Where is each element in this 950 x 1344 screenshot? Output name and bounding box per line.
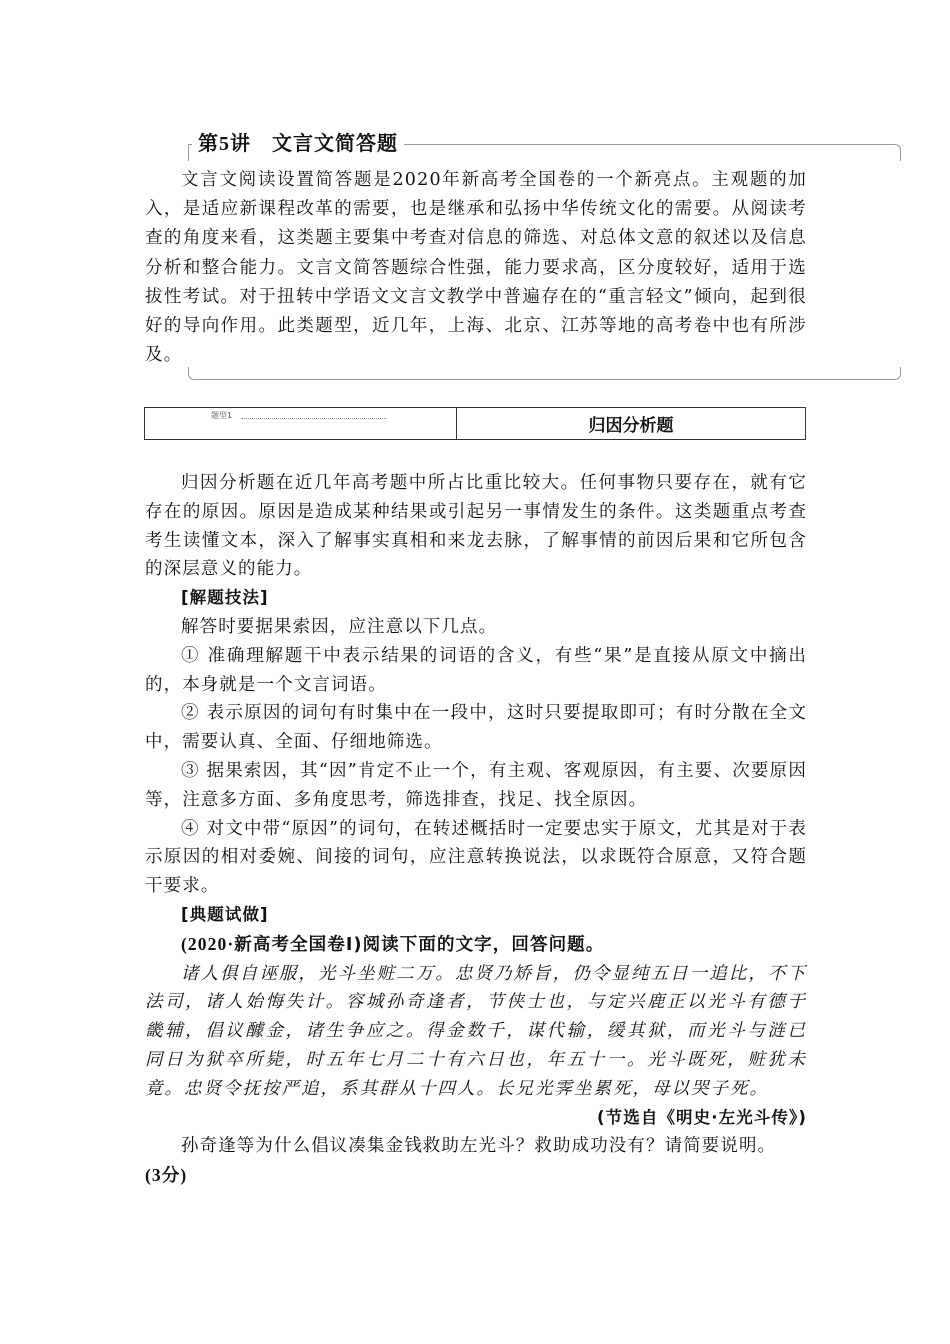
question-type-header (144, 407, 806, 440)
method-point-2: ② 表示原因的词句有时集中在一段中，这时只要提取即可；有时分散在全文中，需要认真、全面、仔细地筛选。 (145, 703, 807, 753)
question-score: (3分) (145, 1165, 188, 1186)
method-intro: 解答时要据果索因，应注意以下几点。 (181, 616, 498, 637)
method-heading: [解题技法] (181, 588, 269, 608)
type-title: 归因分析题 (588, 416, 674, 436)
source-year: (2020· (181, 933, 235, 954)
intro-paragraph: 文言文阅读设置简答题是2020年新高考全国卷的一个新亮点。主观题的加入，是适应新课程改革的需要，也是继承和弘扬中华传统文化的需要。从阅读考查的角度来看，这类题主要集中考查对信息的筛选、对总体文意的叙述以及信息分析和整合能力。文言文简答题综合性强，能力要求高，区分度较好，适用于选拔性考试。对于扭转中学语文文言文教学中普遍存在的“重言轻文”倾向，起到很好的导向作用。此类题型，近几年，上海、北京、江苏等地的高考卷中也有所涉及。 (145, 170, 807, 366)
passage-citation: (节选自《明史·左光斗传》) (597, 1107, 807, 1127)
question-line (145, 1132, 807, 1191)
source-exam: 新高考全国卷Ⅰ (234, 934, 354, 955)
question-text: 孙奇逢等为什么倡议凑集金钱救助左光斗？救助成功没有？请简要说明。 (181, 1136, 777, 1157)
source-instruction: )阅读下面的文字，回答问题。 (353, 934, 605, 955)
method-point-3: ③ 据果索因，其“因”肯定不止一个，有主观、客观原因，有主要、次要原因等，注意多方面、多角度思考，筛选排查，找足、找全原因。 (145, 760, 807, 810)
overview-paragraph: 归因分析题在近几年高考题中所占比重比较大。任何事物只要存在，就有它存在的原因。原因是造成某种结果或引起另一事情发生的条件。这类题重点考查考生读懂文本，深入了解事实真相和来龙去脉，了解事情的前因后果和它所包含的深层意义的能力。 (145, 473, 807, 580)
method-point-1: ① 准确理解题干中表示结果的词语的含义，有些“果”是直接从原文中摘出的，本身就是一个文言词语。 (145, 645, 807, 695)
type-tag: 题型1 (211, 411, 233, 420)
type-tag-cell (145, 408, 457, 439)
example-heading: [典题试做] (181, 904, 269, 924)
lecture-title: 第5讲 文言文简答题 (192, 130, 404, 158)
source-line (145, 930, 807, 960)
type-tag-dotted-line (241, 418, 387, 419)
body-content (145, 469, 807, 1191)
method-point-4: ④ 对文中带“原因”的词句，在转述概括时一定要忠实于原文，尤其是对于表示原因的相对委婉、间接的词句，应注意转换说法，以求既符合原意，又符合题干要求。 (145, 818, 807, 897)
classical-passage: 诸人俱自诬服，光斗坐赃二万。忠贤乃矫旨，仍令显纯五日一追比，不下法司，诸人始悔失计。容城孙奇逢者，节侠士也，与定兴鹿正以光斗有德于畿辅，倡议醵金，诸生争应之。得金数千，谋代输，缓其狱，而光斗与涟已同日为狱卒所毙，时五年七月二十有六日也，年五十一。光斗既死，赃犹未竟。忠贤令抚按严追，系其群从十四人。长兄光霁坐累死，母以哭子死。 (145, 963, 807, 1099)
